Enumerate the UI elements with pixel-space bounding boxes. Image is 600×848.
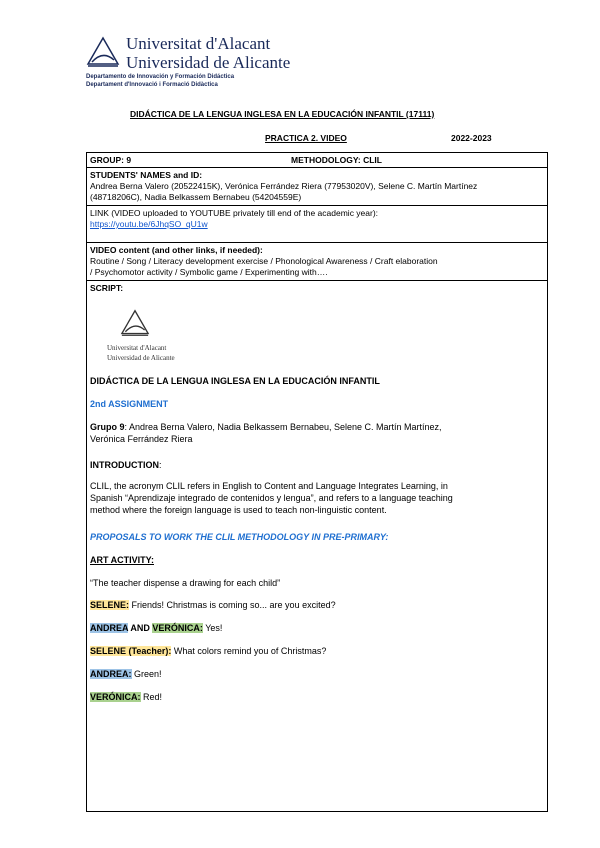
speaker-selene: SELENE:	[90, 600, 130, 610]
intro-heading	[90, 459, 540, 471]
university-logo-small-icon	[120, 309, 150, 337]
dialogue-text-3: What colors remind you of Christmas?	[171, 646, 327, 656]
students-line-1: Andrea Berna Valero (20522415K), Verónica Ferrández Riera (77953020V), Selene C. Martín Martínez	[90, 181, 478, 191]
script-label: SCRIPT:	[90, 283, 124, 293]
dialogue-text-4: Green!	[131, 669, 162, 679]
intro-line-1: CLIL, the acronym CLIL refers in English to Content and Language Integrates Learning, in	[90, 481, 448, 491]
intro-line-2: Spanish “Aprendizaje integrado de contenidos y lengua”, and refers to a language teaching	[90, 493, 453, 503]
department-es: Departamento de Innovación y Formación Didáctica	[86, 74, 235, 80]
students-row	[87, 168, 547, 206]
dialogue-line-5	[90, 691, 540, 703]
practica-title: PRACTICA 2. VIDEO	[265, 133, 347, 143]
grupo-members-2: Verónica Ferrández Riera	[90, 434, 193, 444]
content-line-2: / Psychomotor activity / Symbolic game / Experimenting with….	[90, 267, 328, 277]
course-title: DIDÁCTICA DE LA LENGUA INGLESA EN LA EDUCACIÓN INFANTIL (17111)	[130, 109, 435, 119]
intro-colon: :	[159, 460, 162, 470]
dialogue-text-1: Friends! Christmas is coming so... are you excited?	[129, 600, 336, 610]
academic-year: 2022-2023	[451, 133, 492, 143]
students-label: STUDENTS' NAMES and ID:	[90, 170, 203, 180]
link-label: LINK (VIDEO uploaded to YOUTUBE privately till end of the academic year):	[90, 208, 379, 218]
intro-paragraph	[90, 480, 540, 516]
dialogue-text-5: Red!	[140, 692, 163, 702]
speaker-andrea: ANDREA	[90, 623, 129, 633]
logo-caption-ca: Universitat d'Alacant	[107, 344, 167, 352]
university-logo-icon	[86, 36, 120, 68]
speaker-selene-teacher: SELENE (Teacher):	[90, 646, 172, 656]
speaker-veronica-2: VERÓNICA:	[90, 692, 141, 702]
speaker-and: AND	[128, 623, 153, 633]
content-label: VIDEO content (and other links, if needed):	[90, 245, 263, 255]
video-link[interactable]: https://youtu.be/6JhqSO_qU1w	[90, 219, 208, 229]
methodology-label: METHODOLOGY: CLIL	[291, 155, 382, 165]
link-row	[87, 206, 547, 243]
content-line-1: Routine / Song / Literacy development exercise / Phonological Awareness / Craft elaboration	[90, 256, 438, 266]
dialogue-text-2: Yes!	[202, 623, 223, 633]
assignment-table	[86, 152, 548, 812]
intro-label: INTRODUCTION	[90, 460, 159, 470]
group-row	[87, 153, 547, 168]
content-row	[87, 243, 547, 281]
assignment-heading: 2nd ASSIGNMENT	[90, 399, 169, 409]
intro-line-3: method where the foreign language is used to teach non-linguistic content.	[90, 505, 387, 515]
script-title: DIDÁCTICA DE LA LENGUA INGLESA EN LA EDUCACIÓN INFANTIL	[90, 376, 380, 386]
grupo-members-1: : Andrea Berna Valero, Nadia Belkassem Bernabeu, Selene C. Martín Martínez,	[124, 422, 442, 432]
script-cell	[87, 281, 547, 811]
dialogue-line-2	[90, 622, 540, 634]
department-ca: Departament d'Innovació i Formació Didàctica	[86, 82, 218, 88]
proposals-heading: PROPOSALS TO WORK THE CLIL METHODOLOGY IN PRE-PRIMARY:	[90, 532, 389, 542]
grupo-paragraph	[90, 421, 540, 445]
students-line-2: (48718206C), Nadia Belkassem Bernabeu (54204559E)	[90, 192, 302, 202]
dialogue-line-3	[90, 645, 540, 657]
logo-caption-es: Universidad de Alicante	[107, 354, 175, 362]
dialogue-line-1	[90, 599, 540, 611]
grupo-label: Grupo 9	[90, 422, 125, 432]
stage-direction: “The teacher dispense a drawing for each child”	[90, 578, 281, 588]
speaker-andrea-2: ANDREA:	[90, 669, 132, 679]
dialogue-line-4	[90, 668, 540, 680]
speaker-veronica: VERÓNICA:	[152, 623, 203, 633]
group-label: GROUP: 9	[90, 155, 132, 165]
university-name-ca: Universitat d'Alacant	[126, 34, 271, 53]
university-name-es: Universidad de Alicante	[126, 53, 291, 72]
art-activity-heading: ART ACTIVITY:	[90, 555, 154, 565]
